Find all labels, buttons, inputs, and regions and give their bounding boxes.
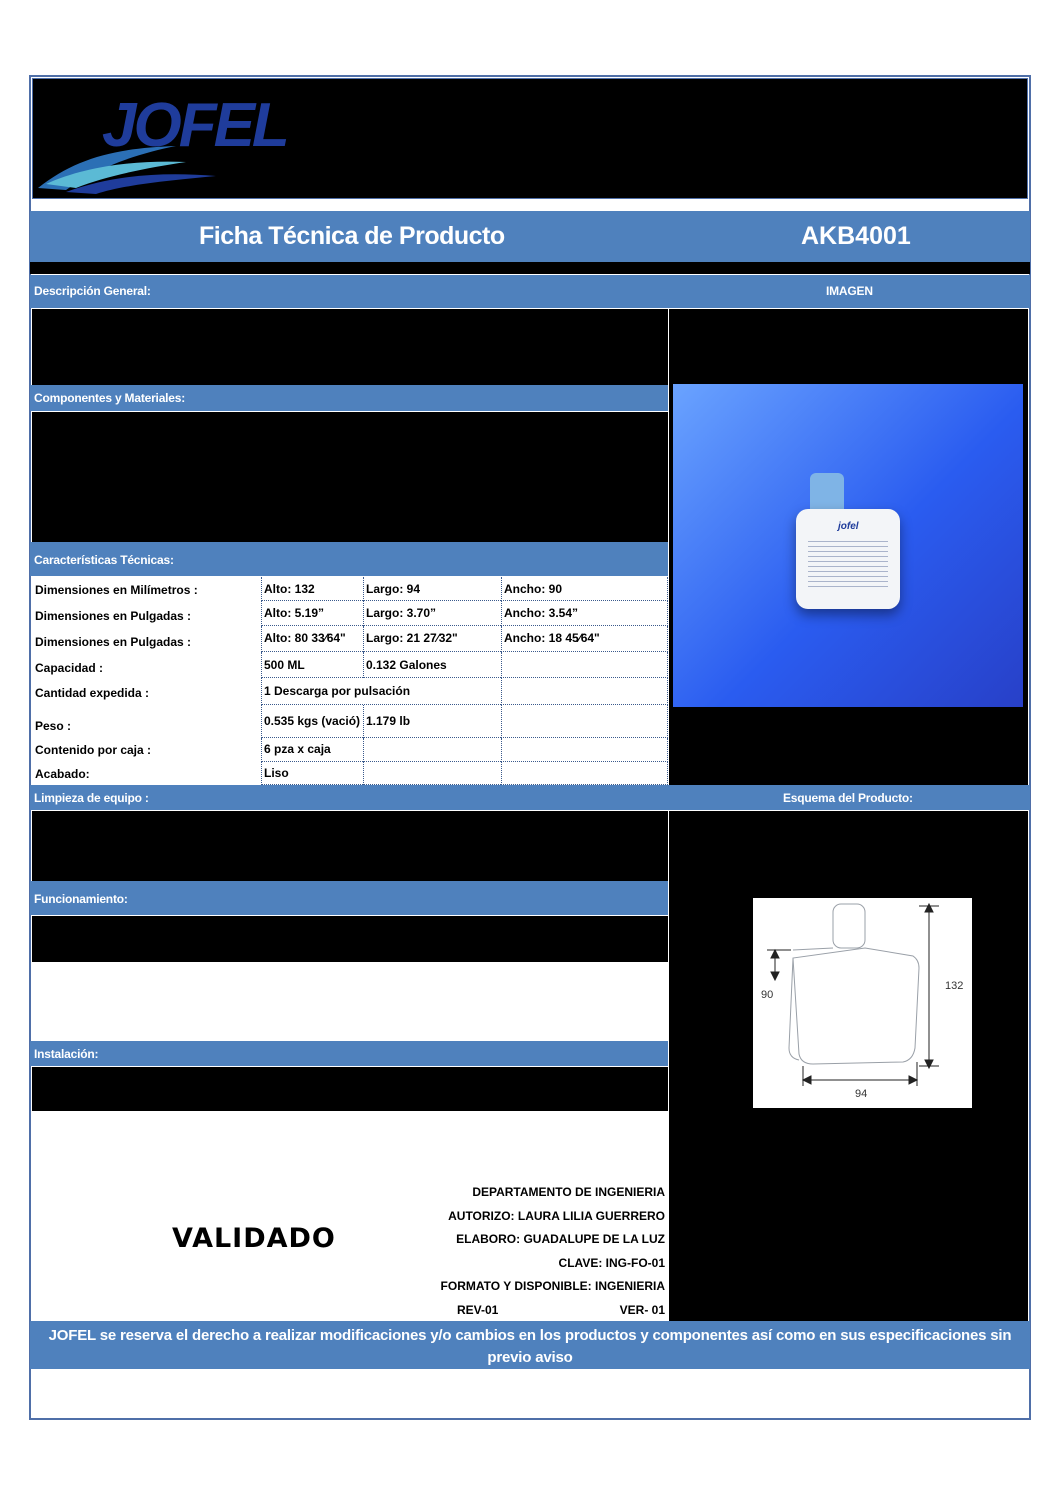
componentes-content: [32, 412, 668, 542]
spec-label: Capacidad :: [32, 661, 103, 675]
footer-disclaimer: JOFEL se reserva el derecho a realizar modificaciones y/o cambios en los productos y componentes así como en sus especificaciones sin previo aviso: [48, 1327, 1012, 1366]
spec-label: Dimensiones en Milímetros :: [32, 583, 198, 597]
label-limpieza: Limpieza de equipo :: [34, 791, 149, 805]
spec-cell: [501, 678, 668, 705]
dim-width: 94: [855, 1088, 868, 1100]
product-schema: [753, 898, 972, 1108]
product-image: [673, 384, 1023, 707]
rev-label: REV-01: [457, 1303, 499, 1317]
bottle-body: [796, 509, 900, 609]
dim-height: 132: [945, 980, 964, 992]
section-header-instalacion: [30, 1041, 668, 1066]
elaboro-line: ELABORO: GUADALUPE DE LA LUZ: [456, 1232, 665, 1246]
bottle-label-text: jofel: [838, 521, 859, 532]
spec-cell: Largo: 3.70”: [363, 601, 501, 626]
spec-label: Acabado:: [32, 767, 90, 781]
label-imagen: IMAGEN: [826, 284, 873, 298]
spec-cell: [363, 738, 501, 762]
instalacion-content: [32, 1067, 668, 1111]
specs-table: [32, 577, 668, 785]
validado-stamp: VALIDADO: [172, 1223, 336, 1254]
spec-cell: Largo: 94: [363, 577, 501, 601]
separator-strip: [30, 262, 1030, 274]
autorizo-line: AUTORIZO: LAURA LILIA GUERRERO: [448, 1209, 665, 1223]
spec-cell: [501, 762, 668, 785]
spec-label: Dimensiones en Pulgadas :: [32, 609, 191, 623]
spec-label: Peso :: [32, 719, 71, 733]
spec-cell: 6 pza x caja: [261, 738, 363, 762]
spec-cell: Ancho: 3.54”: [501, 601, 668, 626]
bottle-label-lines: [808, 541, 888, 589]
spec-cell: Alto: 80 33⁄64": [261, 626, 363, 652]
spec-cell: [501, 738, 668, 762]
schema-drawing-icon: [753, 898, 972, 1108]
spec-cell: Liso: [261, 762, 363, 785]
spec-cell: Largo: 21 27⁄32": [363, 626, 501, 652]
clave-line: CLAVE: ING-FO-01: [558, 1256, 665, 1270]
label-caracteristicas: Características Técnicas:: [34, 553, 174, 567]
spec-cell: Ancho: 90: [501, 577, 668, 601]
spec-cell: 1.179 lb: [363, 705, 501, 738]
section-header-descripcion: [30, 275, 1030, 308]
label-funcionamiento: Funcionamiento:: [34, 892, 128, 906]
logo: [36, 88, 306, 198]
spec-cell: 500 ML: [261, 652, 363, 678]
descripcion-content: [32, 309, 668, 385]
label-componentes: Componentes y Materiales:: [34, 391, 186, 405]
spec-label: Cantidad expedida :: [32, 686, 149, 700]
spec-cell: [501, 652, 668, 678]
ver-label: VER- 01: [619, 1303, 665, 1317]
spec-cell: [363, 762, 501, 785]
formato-line: FORMATO Y DISPONIBLE: INGENIERIA: [440, 1279, 665, 1293]
spec-label: Contenido por caja :: [32, 743, 151, 757]
spec-cell: Alto: 132: [261, 577, 363, 601]
limpieza-content: [32, 811, 668, 881]
spec-cell: 0.132 Galones: [363, 652, 501, 678]
spec-cell: 0.535 kgs (vació): [261, 705, 363, 738]
spec-cell: 1 Descarga por pulsación: [261, 678, 501, 705]
label-descripcion: Descripción General:: [34, 284, 151, 298]
label-esquema: Esquema del Producto:: [783, 791, 913, 805]
spec-cell: Ancho: 18 45⁄64": [501, 626, 668, 652]
product-code: AKB4001: [801, 222, 911, 250]
funcionamiento-content: [32, 916, 668, 962]
dim-depth: 90: [761, 989, 774, 1001]
spec-cell: Alto: 5.19”: [261, 601, 363, 626]
logo-text: JOFEL: [102, 91, 287, 160]
spec-label: Dimensiones en Pulgadas :: [32, 635, 191, 649]
label-instalacion: Instalación:: [34, 1047, 99, 1061]
page-title: Ficha Técnica de Producto: [199, 222, 505, 250]
spec-cell: [501, 705, 668, 738]
department-line: DEPARTAMENTO DE INGENIERIA: [472, 1185, 665, 1199]
